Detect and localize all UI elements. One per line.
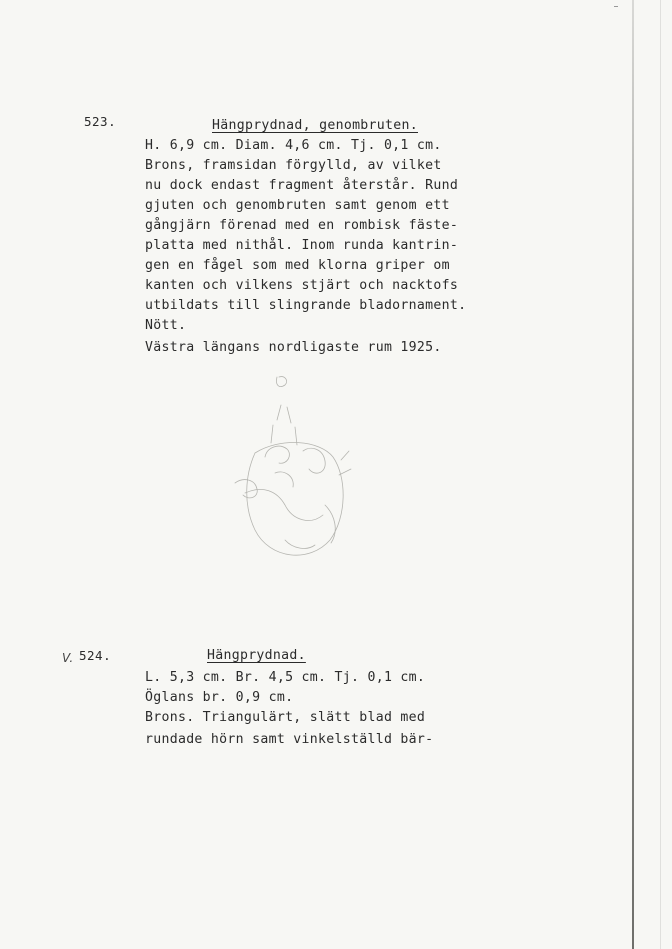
entry-number: 523.	[84, 114, 117, 129]
page-corner-mark	[614, 6, 618, 7]
entry-line: Nött.	[145, 318, 187, 333]
entry-line: gjuten och genombruten samt genom ett	[145, 198, 450, 213]
entry-line: Brons, framsidan förgylld, av vilket	[145, 158, 442, 173]
entry-title: Hängprydnad.	[207, 648, 306, 663]
entry-line: platta med nithål. Inom runda kantrin-	[145, 238, 459, 253]
pendant-sketch	[215, 365, 365, 585]
entry-line: kanten och vilkens stjärt och nacktofs	[145, 278, 459, 293]
entry-line: gångjärn förenad med en rombisk fäste-	[145, 218, 459, 233]
entry-line: utbildats till slingrande bladornament.	[145, 298, 467, 313]
handwritten-mark: V.	[62, 651, 74, 665]
entry-line: rundade hörn samt vinkelställd bär-	[145, 732, 434, 747]
entry-line: Västra längans nordligaste rum 1925.	[145, 340, 442, 355]
entry-title: Hängprydnad, genombruten.	[212, 118, 418, 133]
entry-line: Öglans br. 0,9 cm.	[145, 690, 294, 705]
entry-line: gen en fågel som med klorna griper om	[145, 258, 450, 273]
entry-line: H. 6,9 cm. Diam. 4,6 cm. Tj. 0,1 cm.	[145, 138, 442, 153]
entry-line: Brons. Triangulärt, slätt blad med	[145, 710, 426, 725]
page-edge-shadow	[632, 0, 634, 949]
page-edge-line	[660, 0, 661, 949]
entry-line: nu dock endast fragment återstår. Rund	[145, 178, 459, 193]
entry-line: L. 5,3 cm. Br. 4,5 cm. Tj. 0,1 cm.	[145, 670, 426, 685]
entry-number: 524.	[79, 648, 112, 663]
